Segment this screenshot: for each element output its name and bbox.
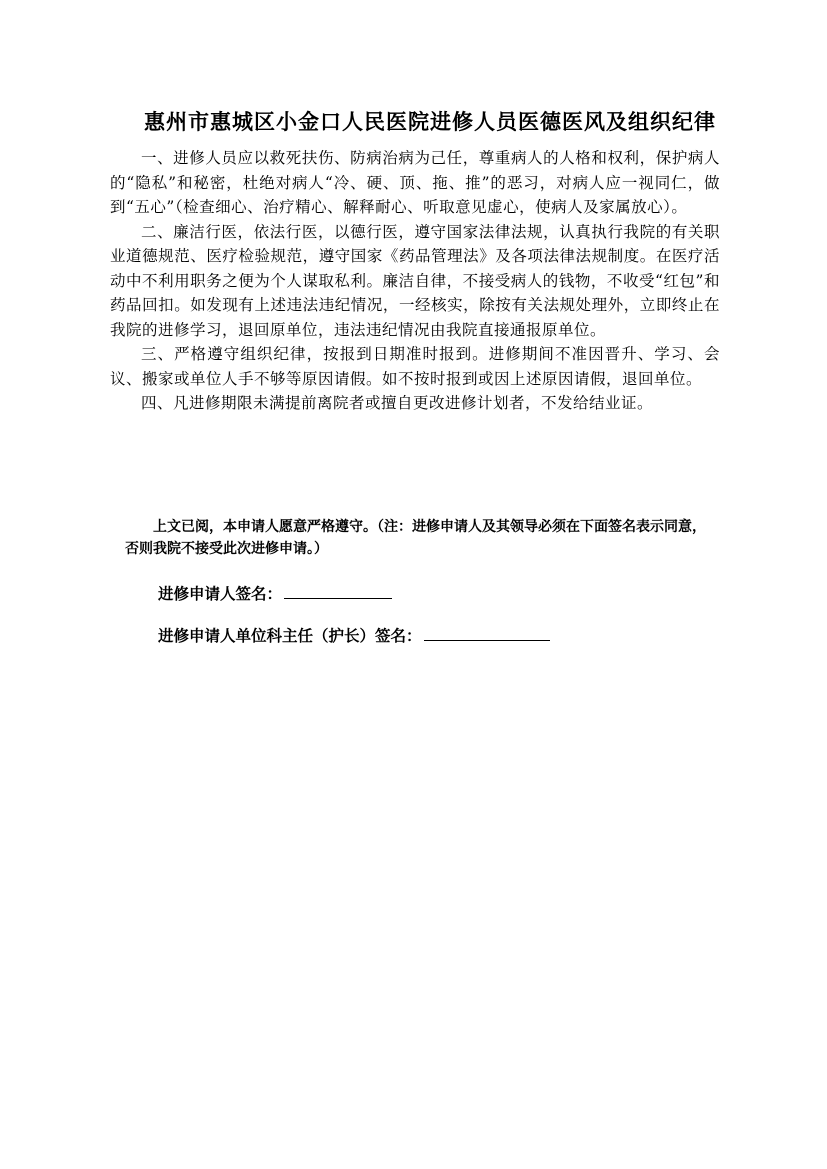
acknowledgement-notice: 上文已阅，本申请人愿意严格遵守。（注：进修申请人及其领导必须在下面签名表示同意，否则我院不接受此次进修申请。）: [125, 519, 706, 557]
applicant-signature-label: 进修申请人签名：: [158, 585, 283, 603]
applicant-signature-blank[interactable]: [284, 580, 392, 599]
rules-body: [110, 146, 720, 416]
rule-paragraph-2: 二、廉洁行医，依法行医，以德行医，遵守国家法律法规，认真执行我院的有关职业道德规范、医疗检验规范，遵守国家《药品管理法》及各项法律法规制度。在医疗活动中不利用职务之便为个人谋取私利。廉洁自律，不接受病人的钱物，不收受“红包”和药品回扣。如发现有上述违法违纪情况，一经核实，除按有关法规处理外，立即终止在我院的进修学习，退回原单位，违法违纪情况由我院直接通报原单位。: [110, 222, 720, 339]
rule-paragraph-4: 四、凡进修期限未满提前离院者或擅自更改进修计划者，不发给结业证。: [141, 394, 654, 412]
rule-paragraph-3: 三、严格遵守组织纪律，按报到日期准时报到。进修期间不准因晋升、学习、会议、搬家或单位人手不够等原因请假。如不按时报到或因上述原因请假，退回单位。: [110, 345, 720, 388]
rule-paragraph-1: 一、进修人员应以救死扶伤、防病治病为己任，尊重病人的人格和权利，保护病人的“隐私”和秘密，杜绝对病人“冷、硬、顶、拖、推”的恶习，对病人应一视同仁，做到“五心”（检查细心、治疗精心、解释耐心、听取意见虚心，使病人及家属放心）。: [110, 149, 720, 216]
applicant-signature-row: [158, 580, 392, 606]
director-signature-row: [158, 622, 550, 648]
director-signature-label: 进修申请人单位科主任（护长）签名：: [158, 627, 422, 645]
document-title: 惠州市惠城区小金口人民医院进修人员医德医风及组织纪律: [144, 109, 716, 134]
director-signature-blank[interactable]: [424, 622, 550, 641]
